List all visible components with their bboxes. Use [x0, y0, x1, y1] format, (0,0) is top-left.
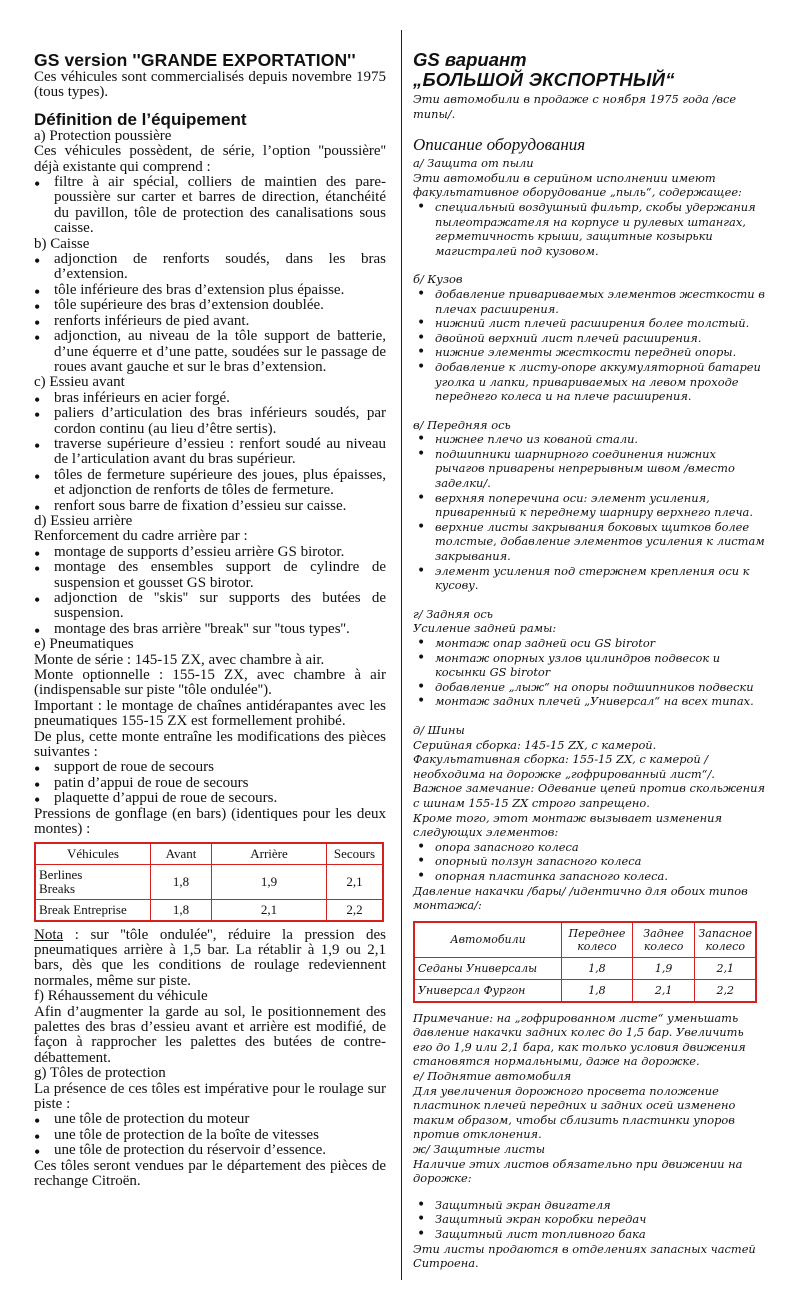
table-row: [414, 957, 756, 979]
russian-d-list: [413, 636, 765, 709]
french-pressure-table: [34, 842, 384, 922]
russian-c-list: [413, 432, 765, 593]
list-item: • tôle inférieure des bras d’extension plus épaisse.: [34, 283, 386, 298]
russian-d-text: Усиление задней рамы:: [413, 621, 557, 636]
table-header: Переднее колесо: [562, 922, 633, 958]
list-item: • renforts inférieurs de pied avant.: [34, 314, 386, 329]
list-item: • нижние элементы жесткости передней опоры.: [413, 345, 765, 360]
list-item: • plaquette d’appui de roue de secours.: [34, 791, 386, 806]
list-item: • опорный ползун запасного колеса: [413, 854, 765, 869]
russian-def-heading: Описание оборудования: [413, 135, 586, 155]
list-item: • renfort sous barre de fixation d’essieu sur caisse.: [34, 499, 386, 514]
french-def-heading: Définition de l’équipement: [34, 109, 247, 129]
russian-g-list: [413, 1198, 765, 1242]
table-cell: 1,9: [632, 957, 695, 979]
french-g-list: [34, 1112, 386, 1158]
list-item: • adjonction de renforts soudés, dans les bras d’extension.: [34, 252, 386, 283]
russian-a-heading: а/ Защита от пыли: [413, 156, 534, 171]
french-d-list: [34, 545, 386, 637]
french-d-heading: d) Essieu arrière: [34, 512, 133, 529]
russian-g-heading: ж/ Защитные листы: [413, 1142, 546, 1157]
list-item: • монтаж опар задней оси GS birotor: [413, 636, 765, 651]
russian-title-line2: „БОЛЬШОЙ ЭКСПОРТНЫЙ“: [413, 69, 675, 90]
french-a-list: [34, 175, 386, 237]
russian-e-text3: Важное замечание: Одевание цепей против скольжения с шинам 155-15 ZX строго запрещено.: [413, 781, 766, 810]
list-item: • монтаж опорных узлов цилиндров подвесок и косынки GS birotor: [413, 651, 765, 680]
russian-f-text: Для увеличения дорожного просвета положение пластинок плечей передних и задних осей изменено таким образом, чтобы сблизить пластинки упоров против отклонения.: [413, 1083, 736, 1142]
list-item: • добавление „лыж“ на опоры подшипников подвески: [413, 680, 765, 695]
french-g-text2: Ces tôles seront vendues par le département des pièces de rechange Citroën.: [34, 1157, 386, 1189]
table-cell-label: Универсал Фургон: [414, 979, 562, 1002]
list-item: • une tôle de protection du réservoir d’essence.: [34, 1143, 386, 1158]
french-c-list: [34, 391, 386, 514]
russian-pressure-table: [413, 921, 757, 1003]
french-e-text3: Important : le montage de chaînes antidérapantes avec les pneumatiques 155-15 ZX est formellement prohibé.: [34, 697, 386, 730]
french-a-heading: a) Protection poussière: [34, 127, 172, 144]
french-g-text: La présence de ces tôles est impérative pour le roulage sur piste :: [34, 1080, 386, 1112]
list-item: • patin d’appui de roue de secours: [34, 776, 386, 791]
list-item: • добавление к листу-опоре аккумуляторной батареи уголка и лапки, привариваемых на левом проходе переднего колеса и на плече расширения.: [413, 360, 765, 404]
table-cell: 1,8: [562, 957, 633, 979]
list-item: • Защитный экран коробки передач: [413, 1212, 765, 1227]
russian-e-text1: Серийная сборка: 145-15 ZX, с камерой.: [413, 737, 657, 752]
russian-a-list: [413, 200, 765, 258]
russian-g-text2: Эти листы продаются в отделениях запасных частей Ситроена.: [413, 1241, 756, 1271]
french-e-list: [34, 760, 386, 806]
french-e-text2: Monte optionnelle : 155-15 ZX, avec chambre à air (indispensable sur piste ''tôle ondulée'').: [34, 667, 386, 699]
french-e-heading: e) Pneumatiques: [34, 636, 134, 653]
french-intro: Ces véhicules sont commercialisés depuis novembre 1975 (tous types).: [34, 69, 386, 101]
french-g-heading: g) Tôles de protection: [34, 1065, 166, 1082]
list-item: • добавление привариваемых элементов жесткости в плечах расширения.: [413, 287, 765, 316]
list-item: • двойной верхний лист плечей расширения.: [413, 331, 765, 346]
table-cell-label: [35, 864, 151, 899]
column-divider: [401, 30, 402, 1280]
russian-e-list: [413, 840, 765, 884]
table-header-row: [414, 922, 756, 958]
russian-e-heading: д/ Шины: [413, 722, 465, 737]
russian-intro: Эти автомобили в продаже с ноября 1975 года /все типы/.: [413, 92, 737, 121]
french-b-heading: b) Caisse: [34, 235, 90, 252]
russian-c-heading: в/ Передняя ось: [413, 417, 511, 432]
list-item: • опорная пластинка запасного колеса.: [413, 869, 765, 884]
list-item: • элемент усиления под стержнем крепления оси к кусову.: [413, 564, 765, 593]
french-a-text: Ces véhicules possèdent, de série, l’option ''poussière'' déjà existante qui comprend :: [34, 143, 386, 175]
table-label-line: Breaks: [39, 880, 76, 896]
list-item: • Защитный лист топливного бака: [413, 1227, 765, 1242]
list-item: • traverse supérieure d’essieu : renfort soudé au niveau de l’articulation avant du bras supérieur.: [34, 437, 386, 468]
russian-e-text5: Давление накачки /бары/ /идентично для обоих типов монтажа/:: [413, 883, 748, 913]
table-cell: 2,1: [632, 979, 695, 1002]
list-item: • une tôle de protection du moteur: [34, 1112, 386, 1127]
french-e-text5: Pressions de gonflage (en bars) (identiques pour les deux montes) :: [34, 805, 386, 838]
table-cell: 1,8: [151, 899, 212, 921]
french-f-heading: f) Réhaussement du véhicule: [34, 988, 208, 1005]
table-cell: 2,2: [327, 899, 384, 921]
russian-e-text2: Факультативная сборка: 155-15 ZX, с камерой /необходима на дорожке „гофрированный лист“/.: [413, 752, 715, 781]
table-row: [35, 864, 383, 899]
table-header: Arrière: [212, 843, 327, 865]
table-cell: 1,8: [562, 979, 633, 1002]
table-header: Заднее колесо: [632, 922, 695, 958]
table-cell-label: Седаны Универсалы: [414, 957, 562, 979]
russian-b-list: [413, 287, 765, 404]
list-item: • tôle supérieure des bras d’extension doublée.: [34, 298, 386, 313]
russian-column: [413, 50, 765, 1271]
french-c-heading: c) Essieu avant: [34, 374, 125, 391]
list-item: • нижний лист плечей расширения более толстый.: [413, 316, 765, 331]
table-header-row: [35, 843, 383, 865]
table-cell: 2,1: [695, 957, 756, 979]
list-item: • верхняя поперечина оси: элемент усиления, приваренный к переднему шарниру верхнего плеча.: [413, 491, 765, 520]
russian-e-text4: Кроме того, этот монтаж вызывает изменения следующих элементов:: [413, 810, 723, 840]
list-item: • монтаж задних плечей „Универсал“ на всех типах.: [413, 694, 765, 709]
table-row: [35, 899, 383, 921]
french-e-text4: De plus, cette monte entraîne les modifications des pièces suivantes :: [34, 728, 386, 761]
french-column: [34, 50, 386, 1189]
table-cell: 2,2: [695, 979, 756, 1002]
russian-b-heading: б/ Кузов: [413, 272, 463, 287]
table-cell-label: Break Entreprise: [35, 899, 151, 921]
russian-note: Примечание: на „гофрированном листе“ уменьшать давление накачки задних колес до 1,5 бар. Увеличить его до 1,9 или 2,1 бара, как только условия движения становятся нормальными, даже на дорожке.: [413, 1010, 746, 1069]
table-label-line: Berlines: [39, 866, 83, 882]
list-item: • montage des ensembles support de cylindre de suspension et gousset GS birotor.: [34, 560, 386, 591]
list-item: • filtre à air spécial, colliers de maintien des pare-poussière sur carter et barres de direction, étanchéité du pavillon, tôle de protection des canalisations sous caisse.: [34, 175, 386, 237]
russian-g-text: Наличие этих листов обязательно при движении на дорожке:: [413, 1156, 743, 1186]
note-text: : sur ''tôle ondulée'', réduire la pression des pneumatiques arrière à 1,5 bar. La rétablir à 1,9 ou 2,1 bars, dès que les conditions de roulage redeviennent normales, même sur piste.: [34, 926, 386, 989]
list-item: • une tôle de protection de la boîte de vitesses: [34, 1128, 386, 1143]
list-item: • support de roue de secours: [34, 760, 386, 775]
table-header: Avant: [151, 843, 212, 865]
note-label: Nota: [34, 926, 64, 943]
table-cell: 1,8: [151, 864, 212, 899]
french-title: GS version ''GRANDE EXPORTATION'': [34, 50, 356, 70]
list-item: • подшипники шарнирного соединения нижних рычагов приварены непрерывным швом /вместо заделки/.: [413, 447, 765, 491]
list-item: • Защитный экран двигателя: [413, 1198, 765, 1213]
french-b-list: [34, 252, 386, 375]
list-item: • специальный воздушный фильтр, скобы удержания пылеотражателя на корпусе и рулевых штангах, герметичность крыши, защитные козырьки магистралей под кузовом.: [413, 200, 765, 258]
russian-a-text: Эти автомобили в серийном исполнении имеют факультативное оборудование „пыль“, содержащее:: [413, 170, 742, 200]
list-item: • bras inférieurs en acier forgé.: [34, 391, 386, 406]
table-cell: 2,1: [327, 864, 384, 899]
list-item: • нижнее плечо из кованой стали.: [413, 432, 765, 447]
list-item: • опора запасного колеса: [413, 840, 765, 855]
russian-d-heading: г/ Задняя ось: [413, 606, 493, 621]
russian-title-line1: GS вариант: [413, 49, 527, 70]
list-item: • tôles de fermeture supérieure des joues, plus épaisses, et adjonction de renforts de tôles de fermeture.: [34, 468, 386, 499]
list-item: • adjonction, au niveau de la tôle support de batterie, d’une équerre et d’une patte, soudées sur le passage de roues avant gauche et sur le bras d’extension.: [34, 329, 386, 375]
french-e-text1: Monte de série : 145-15 ZX, avec chambre à air.: [34, 651, 325, 668]
french-f-text: Afin d’augmenter la garde au sol, le positionnement des palettes des bras d’essieu avant et arrière est modifié, de façon à rapprocher les palettes des butées de contre-débattement.: [34, 1003, 386, 1066]
table-row: [414, 979, 756, 1002]
french-d-text: Renforcement du cadre arrière par :: [34, 528, 248, 545]
list-item: • paliers d’articulation des bras inférieurs soudés, par cordon continu (au lieu d’être sertis).: [34, 406, 386, 437]
russian-f-heading: е/ Поднятие автомобиля: [413, 1069, 572, 1084]
french-note: [34, 928, 386, 990]
list-item: • adjonction de ''skis'' sur supports des butées de suspension.: [34, 591, 386, 622]
table-header: Véhicules: [35, 843, 151, 865]
table-header: Secours: [327, 843, 384, 865]
list-item: • верхние листы закрывания боковых щитков более толстые, добавление элементов усиления к листам закрывания.: [413, 520, 765, 564]
table-cell: 1,9: [212, 864, 327, 899]
list-item: • montage de supports d’essieu arrière GS birotor.: [34, 545, 386, 560]
list-item: • montage des bras arrière ''break'' sur ''tous types''.: [34, 622, 386, 637]
table-cell: 2,1: [212, 899, 327, 921]
table-header: Запасное колесо: [695, 922, 756, 958]
table-header: Автомобили: [414, 922, 562, 958]
